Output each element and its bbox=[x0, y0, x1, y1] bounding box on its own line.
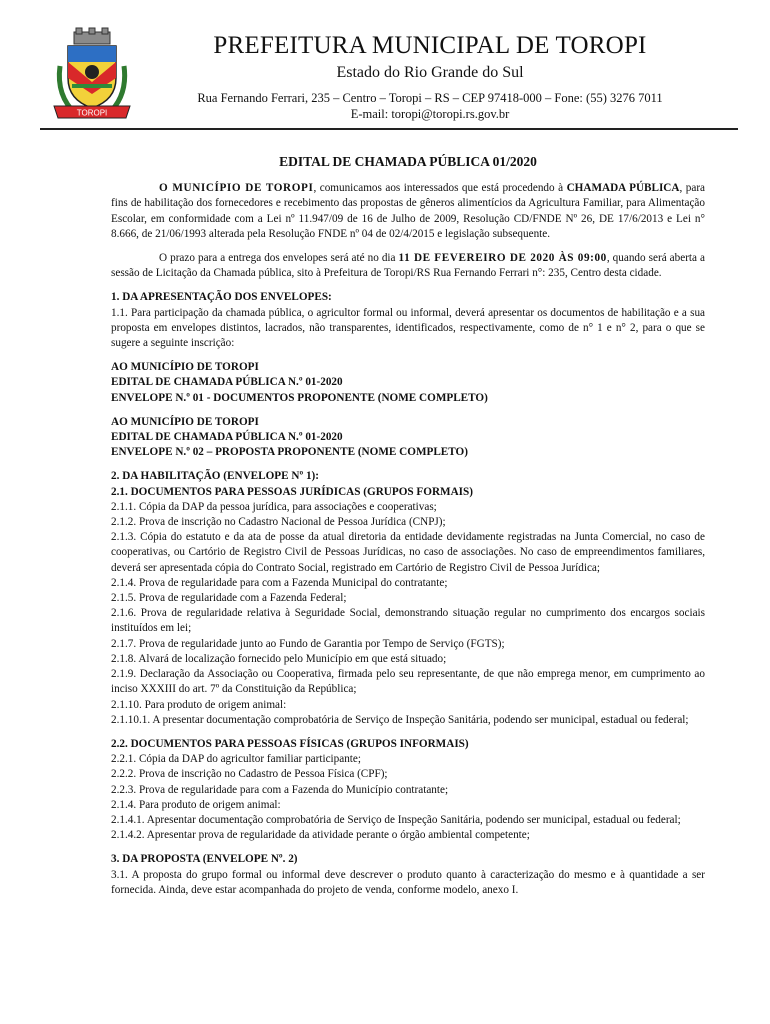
list-item: 2.1.5. Prova de regularidade com a Fazenda Federal; bbox=[111, 592, 347, 605]
header-divider bbox=[40, 128, 738, 130]
envelope-2-line: ENVELOPE N.º 02 – PROPOSTA PROPONENTE (NOME COMPLETO) bbox=[111, 446, 468, 459]
list-item: 2.1.4.2. Apresentar prova de regularidade da atividade perante o órgão ambiental competente; bbox=[111, 829, 530, 842]
list-item: 2.1.7. Prova de regularidade junto ao Fundo de Garantia por Tempo de Serviço (FGTS); bbox=[111, 637, 505, 650]
intro-text-b: , para fins de habilitação dos fornecedores e recebimento das propostas de gêneros alimentícios da Agricultura Familiar, para Alimentação Escolar, em conformidade com a Lei nº 11.947/09 de 16 de Julho de 2009, Resolução CD/FNDE Nº 26, DE 17/6/2013 e Lei n° 8.666, de 21/06/1993 alterada pela Resolução FNDE nº 04 de 02/4/2015 e legislação subsequente. bbox=[111, 182, 706, 240]
envelope-2-line: AO MUNICÍPIO DE TOROPI bbox=[111, 415, 259, 428]
letterhead bbox=[40, 22, 740, 130]
state-subtitle: Estado do Rio Grande do Sul bbox=[336, 64, 524, 81]
document-title: EDITAL DE CHAMADA PÚBLICA 01/2020 bbox=[279, 154, 537, 169]
list-item: 2.1.6. Prova de regularidade relativa à Seguridade Social, demonstrando situação regular no cumprimento dos encargos sociais instituídos em lei; bbox=[111, 607, 705, 635]
envelope-1-line: ENVELOPE N.º 01 - DOCUMENTOS PROPONENTE (NOME COMPLETO) bbox=[111, 391, 488, 404]
document-body bbox=[111, 154, 705, 898]
municipality-title: PREFEITURA MUNICIPAL DE TOROPI bbox=[213, 32, 647, 59]
section-3-heading: 3. DA PROPOSTA (ENVELOPE Nº. 2) bbox=[111, 853, 298, 866]
section-2-1-list bbox=[111, 500, 705, 728]
intro-text-a: , comunicamos aos interessados que está procedendo à bbox=[313, 182, 567, 195]
list-item: 2.2.2. Prova de inscrição no Cadastro de Pessoa Física (CPF); bbox=[111, 768, 388, 781]
list-item: 2.2.1. Cópia da DAP do agricultor familiar participante; bbox=[111, 753, 361, 766]
section-2-1-heading: 2.1. DOCUMENTOS PARA PESSOAS JURÍDICAS (GRUPOS FORMAIS) bbox=[111, 485, 473, 498]
list-item: 2.1.4.1. Apresentar documentação comprobatória de Serviço de Inspeção Sanitária, podendo ser municipal, estadual ou federal; bbox=[111, 813, 681, 826]
list-item: 2.1.10. Para produto de origem animal: bbox=[111, 698, 287, 711]
crest-banner-text: TOROPI bbox=[76, 108, 108, 118]
deadline-text-b: , quando será aberta a sessão de Licitação da Chamada pública, sito à Prefeitura de Toropi/RS Rua Fernando Ferrari n°: 235, Centro desta cidade. bbox=[111, 252, 705, 280]
deadline-bold: 11 DE FEVEREIRO DE 2020 ÀS 09:00 bbox=[398, 252, 607, 265]
envelope-2-line: EDITAL DE CHAMADA PÚBLICA N.º 01-2020 bbox=[111, 431, 343, 444]
envelope-1-line: EDITAL DE CHAMADA PÚBLICA N.º 01-2020 bbox=[111, 376, 343, 389]
list-item: 2.2.3. Prova de regularidade para com a Fazenda do Município contratante; bbox=[111, 783, 449, 796]
list-item: 2.1.4. Prova de regularidade para com a Fazenda Municipal do contratante; bbox=[111, 576, 448, 589]
list-item: 2.1.4. Para produto de origem animal: bbox=[111, 798, 281, 811]
deadline-text-a: O prazo para a entrega dos envelopes será até no dia bbox=[159, 252, 399, 265]
list-item: 2.1.8. Alvará de localização fornecido pelo Município em que está situado; bbox=[111, 652, 447, 665]
letterhead-text bbox=[140, 32, 720, 122]
intro-paragraph-1 bbox=[111, 181, 705, 242]
section-1-text: 1.1. Para participação da chamada pública, o agricultor formal ou informal, deverá apresentar os documentos de habilitação e a sua proposta em envelopes distintos, lacrados, não transparentes, identificados, respectivamente, como de n° 1 e n° 2, para o que se sugere a seguinte inscrição: bbox=[111, 306, 705, 350]
section-2-2-heading: 2.2. DOCUMENTOS PARA PESSOAS FÍSICAS (GRUPOS INFORMAIS) bbox=[111, 737, 469, 750]
list-item: 2.1.3. Cópia do estatuto e da ata de posse da atual diretoria da entidade devidamente registradas na Junta Comercial, no caso de cooperativas, ou Cartório de Registro Civil de Pessoas Jurídicas, no caso de associações. No caso de empreendimentos familiares, deverá ser apresentada cópia do Contrato Social, registrado em Cartório de Registro Civil de Pessoa Jurídica; bbox=[111, 531, 705, 574]
list-item: 2.1.2. Prova de inscrição no Cadastro Nacional de Pessoa Jurídica (CNPJ); bbox=[111, 516, 446, 529]
section-3-text: 3.1. A proposta do grupo formal ou informal deve descrever o produto quanto à caracterização do mesmo e à quantidade a ser fornecida. Ainda, deve estar acompanhada do projeto de venda, conforme modelo, anexo I. bbox=[111, 868, 705, 896]
municipal-crest-icon bbox=[46, 26, 138, 124]
section-2-heading: 2. DA HABILITAÇÃO (ENVELOPE Nº 1): bbox=[111, 470, 319, 483]
envelope-1-line: AO MUNICÍPIO DE TOROPI bbox=[111, 361, 259, 374]
list-item: 2.1.10.1. A presentar documentação comprobatória de Serviço de Inspeção Sanitária, podendo ser municipal, estadual ou federal; bbox=[111, 713, 689, 726]
email-line: E-mail: toropi@toropi.rs.gov.br bbox=[350, 107, 510, 121]
intro-paragraph-2 bbox=[111, 251, 705, 281]
intro-lead: O MUNICÍPIO DE TOROPI bbox=[159, 182, 314, 195]
list-item: 2.1.1. Cópia da DAP da pessoa jurídica, para associações e cooperativas; bbox=[111, 500, 437, 513]
intro-bold: CHAMADA PÚBLICA bbox=[566, 182, 680, 195]
envelope-2-label bbox=[111, 415, 705, 461]
list-item: 2.1.9. Declaração da Associação ou Cooperativa, firmada pelo seu representante, de que não emprega menor, em cumprimento ao inciso XXXIII do art. 7º da Constituição da República; bbox=[111, 668, 705, 696]
address-line: Rua Fernando Ferrari, 235 – Centro – Toropi – RS – CEP 97418-000 – Fone: (55) 3276 7011 bbox=[197, 91, 663, 105]
envelope-1-label bbox=[111, 360, 705, 406]
section-2-2-list bbox=[111, 752, 705, 843]
section-1-heading: 1. DA APRESENTAÇÃO DOS ENVELOPES: bbox=[111, 291, 332, 304]
